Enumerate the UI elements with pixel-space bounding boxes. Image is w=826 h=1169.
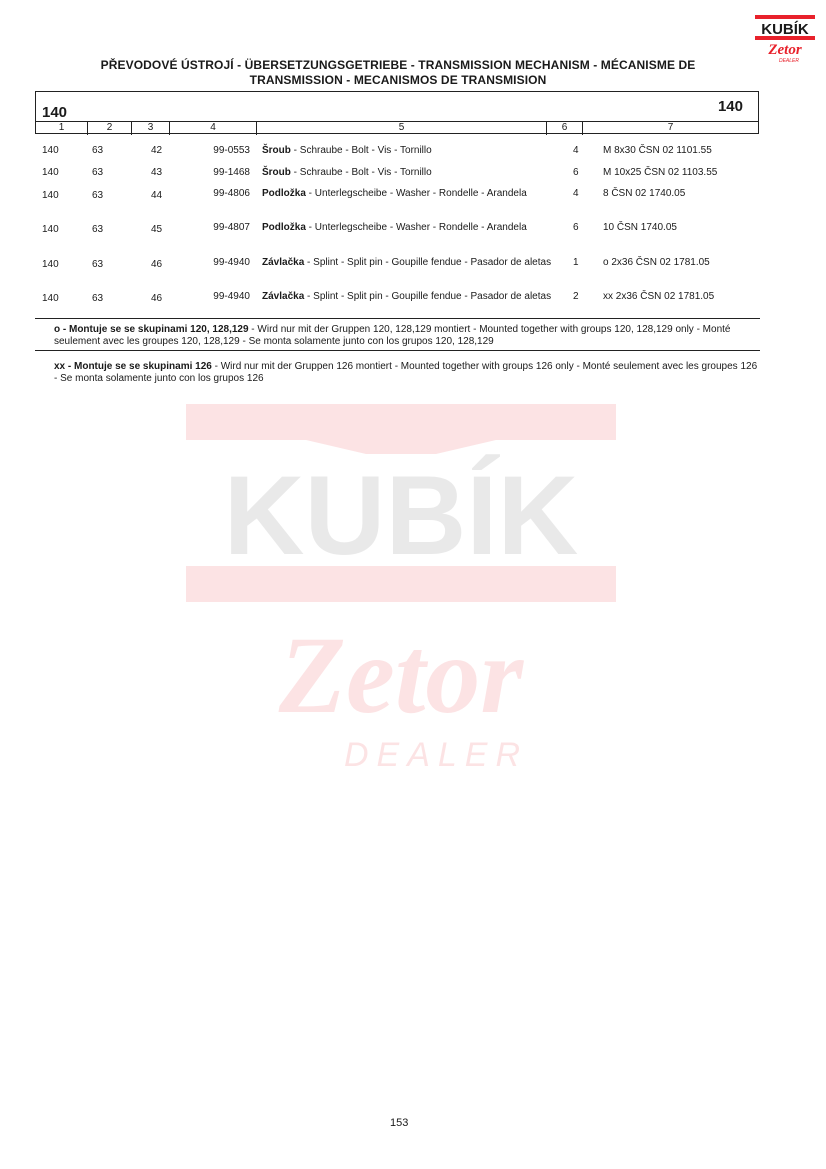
footnote-xx-text: - Wird nur mit der Gruppen 126 montiert - Mounted together with groups 126 only - Monté seulement avec les groupes 126 - Se monta solamente junto con los grupos 126 [54,361,758,384]
cell-quantity: 2 [573,291,579,302]
cell-quantity: 6 [573,167,579,178]
cell-group: 140 [42,190,59,201]
cell-group: 140 [42,224,59,235]
logo-brand-top: KUBÍK [761,21,809,38]
table-header-box [35,91,759,134]
cell-note: 8 ČSN 02 1740.05 [603,188,686,199]
part-name: Závlačka [262,257,305,268]
cell-position: 43 [151,167,163,178]
page-title [60,58,736,88]
logo-brand-small: DEALER [778,58,800,64]
watermark-brand-small: DEALER [343,736,529,774]
column-header-1: 1 [58,122,65,133]
cell-picture: 63 [92,259,104,270]
column-header-3: 3 [131,122,169,135]
footnote-xx [54,361,759,385]
column-header-5: 5 [256,122,546,135]
cell-position: 44 [151,190,163,201]
cell-picture: 63 [92,167,104,178]
cell-description [262,188,552,200]
group-number-right: 140 [717,98,743,115]
page-number: 153 [390,1117,409,1129]
cell-part-number: 99-4940 [213,257,250,268]
cell-quantity: 6 [573,222,579,233]
part-translations: - Splint - Split pin - Goupille fendue - Pasador de aletas [304,291,552,302]
cell-part-number: 99-0553 [213,145,250,156]
cell-part-number: 99-4807 [213,222,250,233]
cell-position: 45 [151,224,163,235]
cell-description [262,291,552,303]
footnote-o [54,324,759,348]
cell-group: 140 [42,145,59,156]
column-number-row [36,121,758,135]
footnote-o-text: - Wird nur mit der Gruppen 120, 128,129 montiert - Mounted together with groups 120, 128,129 only - Monté seulement avec les groupes 120, 128,129 - Se monta solamente junto con los grupos 120, 128,129 [54,324,731,347]
cell-note: M 10x25 ČSN 02 1103.55 [603,167,718,178]
part-translations: - Schraube - Bolt - Vis - Tornillo [290,167,432,178]
kubik-zetor-watermark [186,404,616,774]
part-name: Podložka [262,222,306,233]
cell-group: 140 [42,293,59,304]
footnote-divider [35,350,760,351]
column-header-7: 7 [582,122,758,135]
part-translations: - Unterlegscheibe - Washer - Rondelle - Arandela [305,222,527,233]
cell-position: 46 [151,293,163,304]
cell-description [262,257,552,269]
cell-note: xx 2x36 ČSN 02 1781.05 [603,291,715,302]
cell-description [262,145,552,157]
watermark-brand-script: Zetor [278,614,524,736]
column-header-2: 2 [87,122,131,135]
cell-position: 46 [151,259,163,270]
cell-quantity: 4 [573,145,579,156]
footnote-xx-lead: xx - Montuje se se skupinami 126 [54,361,212,372]
logo-brand-script: Zetor [768,42,802,58]
cell-quantity: 1 [573,257,579,268]
cell-note: M 8x30 ČSN 02 1101.55 [603,145,712,156]
part-name: Závlačka [262,291,305,302]
part-name: Podložka [262,188,306,199]
cell-note: o 2x36 ČSN 02 1781.05 [603,257,710,268]
cell-part-number: 99-4940 [213,291,250,302]
watermark-brand-top: KUBÍK [223,453,579,578]
column-header-4: 4 [169,122,256,135]
cell-note: 10 ČSN 1740.05 [603,222,677,233]
cell-part-number: 99-1468 [213,167,250,178]
cell-picture: 63 [92,293,104,304]
group-number-left: 140 [42,104,68,121]
column-header-6: 6 [546,122,582,135]
title-line-1: PŘEVODOVÉ ÚSTROJÍ - ÜBERSETZUNGSGETRIEBE - TRANSMISSION MECHANISM - MÉCANISME DE [100,58,696,72]
cell-part-number: 99-4806 [213,188,250,199]
part-name: Šroub [262,167,291,178]
title-line-2: TRANSMISSION - MECANISMOS DE TRANSMISION [249,73,547,87]
part-name: Šroub [262,145,291,156]
cell-group: 140 [42,259,59,270]
part-translations: - Splint - Split pin - Goupille fendue - Pasador de aletas [304,257,552,268]
cell-description [262,222,552,234]
kubik-zetor-logo [753,14,817,64]
cell-picture: 63 [92,190,104,201]
cell-quantity: 4 [573,188,579,199]
part-translations: - Schraube - Bolt - Vis - Tornillo [290,145,432,156]
cell-picture: 63 [92,145,104,156]
table-bottom-rule [35,318,760,319]
part-translations: - Unterlegscheibe - Washer - Rondelle - Arandela [305,188,527,199]
cell-picture: 63 [92,224,104,235]
cell-description [262,167,552,179]
cell-position: 42 [151,145,163,156]
cell-group: 140 [42,167,59,178]
footnote-o-lead: o - Montuje se se skupinami 120, 128,129 [54,324,249,335]
